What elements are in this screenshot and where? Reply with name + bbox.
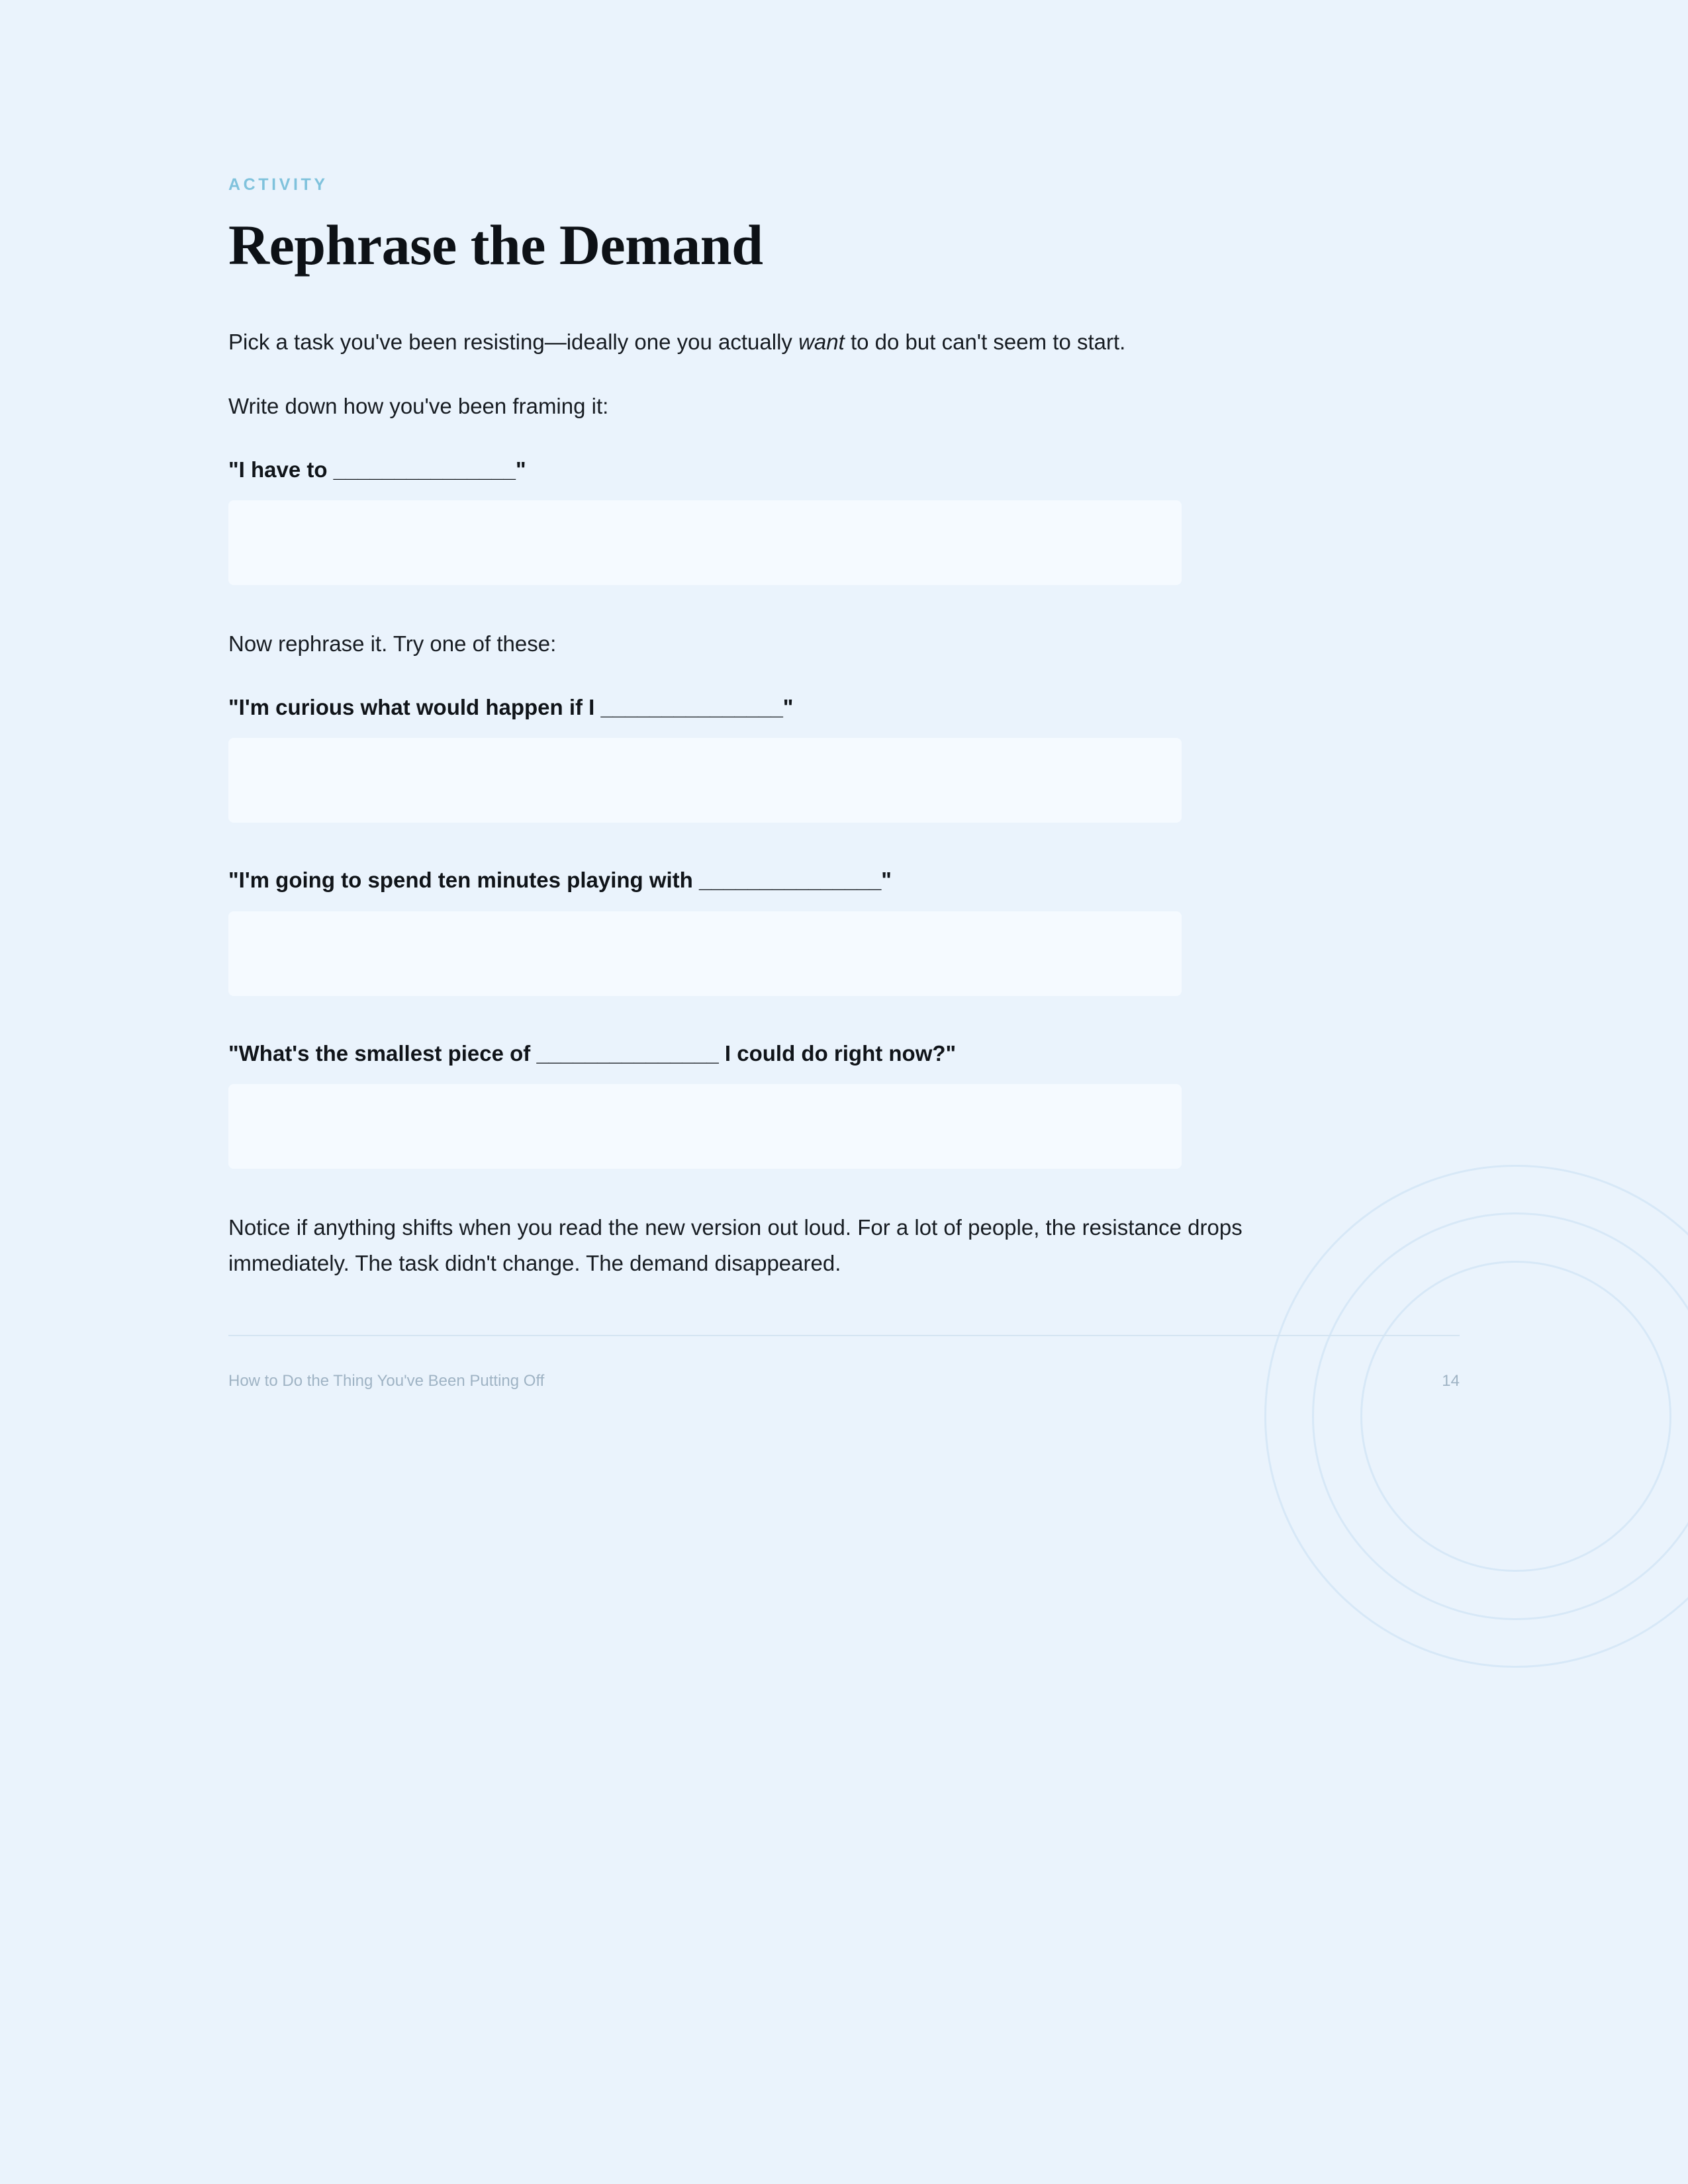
instruction-two: Now rephrase it. Try one of these:	[228, 631, 557, 657]
intro-paragraph-tail: to do but can't seem to start.	[844, 330, 1126, 354]
footer-book-title: How to Do the Thing You've Been Putting Off	[228, 1372, 545, 1390]
page-content	[228, 175, 1460, 1390]
prompt-curious: "I'm curious what would happen if I _______________"	[228, 694, 794, 719]
page-footer	[228, 1372, 1460, 1390]
answer-field-curious[interactable]	[228, 738, 1182, 823]
intro-paragraph-head: Pick a task you've been resisting—ideally one you actually	[228, 330, 799, 354]
intro-paragraph	[228, 324, 1314, 359]
answer-field-have-to[interactable]	[228, 500, 1182, 585]
prompt-have-to: "I have to _______________"	[228, 457, 526, 482]
footer-page-number: 14	[1442, 1372, 1460, 1390]
instruction-one: Write down how you've been framing it:	[228, 394, 609, 419]
answer-field-smallest-piece[interactable]	[228, 1084, 1182, 1169]
section-eyebrow: ACTIVITY	[228, 175, 328, 194]
prompt-smallest-piece: "What's the smallest piece of _______________ I could do right now?"	[228, 1040, 957, 1066]
prompt-ten-minutes: "I'm going to spend ten minutes playing with _______________"	[228, 868, 892, 893]
footer-divider	[228, 1335, 1460, 1336]
closing-paragraph: Notice if anything shifts when you read the new version out loud. For a lot of people, the resistance drops immediately. The task didn't change. The demand disappeared.	[228, 1215, 1243, 1275]
intro-paragraph-emphasis: want	[798, 330, 845, 354]
answer-field-ten-minutes[interactable]	[228, 911, 1182, 996]
page-title: Rephrase the Demand	[228, 213, 763, 277]
